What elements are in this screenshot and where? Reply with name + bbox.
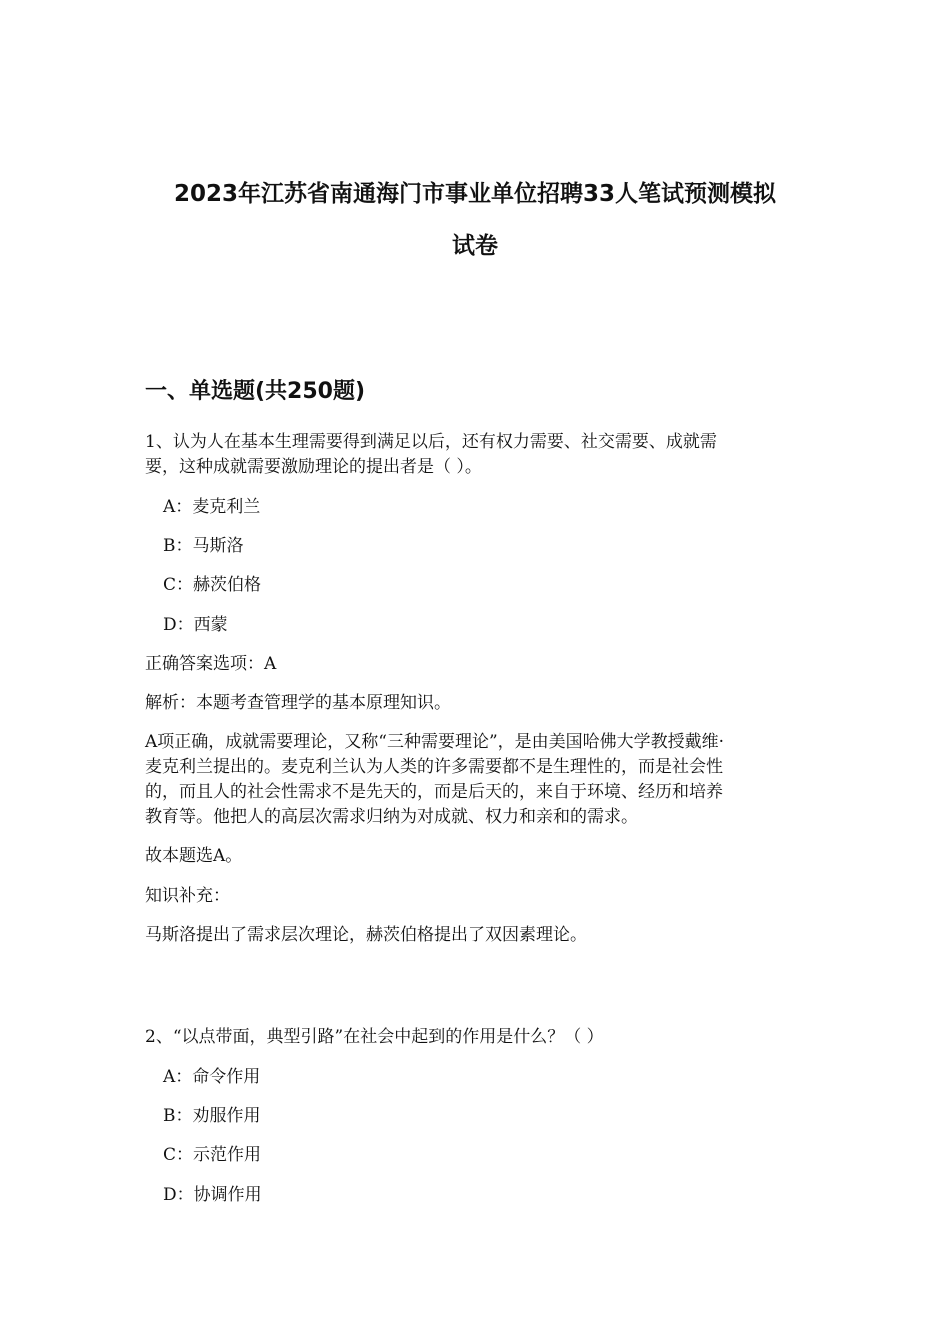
question-1-answer: 正确答案选项：A — [145, 654, 277, 674]
question-1-analysis — [145, 730, 810, 830]
question-2-option-d: D：协调作用 — [163, 1185, 262, 1205]
question-1-conclusion: 故本题选A。 — [145, 846, 243, 866]
question-1-stem-line-2: 要，这种成就需要激励理论的提出者是（ ）。 — [145, 457, 482, 477]
question-1-analysis-line-2: 麦克利兰提出的。麦克利兰认为人类的许多需要都不是生理性的，而是社会性 — [145, 757, 723, 777]
document-title — [140, 168, 810, 272]
question-2-stem — [145, 1025, 805, 1050]
question-1-analysis-intro: 解析：本题考查管理学的基本原理知识。 — [145, 693, 451, 713]
question-1-stem — [145, 430, 805, 480]
question-1-option-d: D：西蒙 — [163, 615, 228, 635]
question-1-supplement-text: 马斯洛提出了需求层次理论，赫茨伯格提出了双因素理论。 — [145, 925, 587, 945]
document-title-line-2: 试卷 — [452, 233, 498, 259]
question-2-option-c: C：示范作用 — [163, 1145, 262, 1165]
question-1-option-c: C：赫茨伯格 — [163, 575, 262, 595]
question-1-stem-line-1: 1、认为人在基本生理需要得到满足以后，还有权力需要、社交需要、成就需 — [145, 432, 717, 452]
question-1-analysis-line-4: 教育等。他把人的高层次需求归纳为对成就、权力和亲和的需求。 — [145, 807, 638, 827]
question-1-analysis-line-3: 的，而且人的社会性需求不是先天的，而是后天的，来自于环境、经历和培养 — [145, 782, 723, 802]
question-2-option-b: B：劝服作用 — [163, 1106, 261, 1126]
question-1-analysis-line-1: A项正确，成就需要理论，又称“三种需要理论”，是由美国哈佛大学教授戴维· — [145, 732, 725, 752]
question-1-supplement-label: 知识补充： — [145, 886, 230, 906]
question-1-option-b: B：马斯洛 — [163, 536, 244, 556]
document-title-line-1: 2023年江苏省南通海门市事业单位招聘33人笔试预测模拟 — [173, 181, 777, 207]
question-2-option-a: A：命令作用 — [163, 1067, 261, 1087]
question-1-option-a: A：麦克利兰 — [163, 497, 261, 517]
question-2-stem-line-1: 2、“以点带面，典型引路”在社会中起到的作用是什么？（ ） — [145, 1027, 604, 1047]
section-title: 一、单选题(共250题) — [145, 379, 366, 404]
